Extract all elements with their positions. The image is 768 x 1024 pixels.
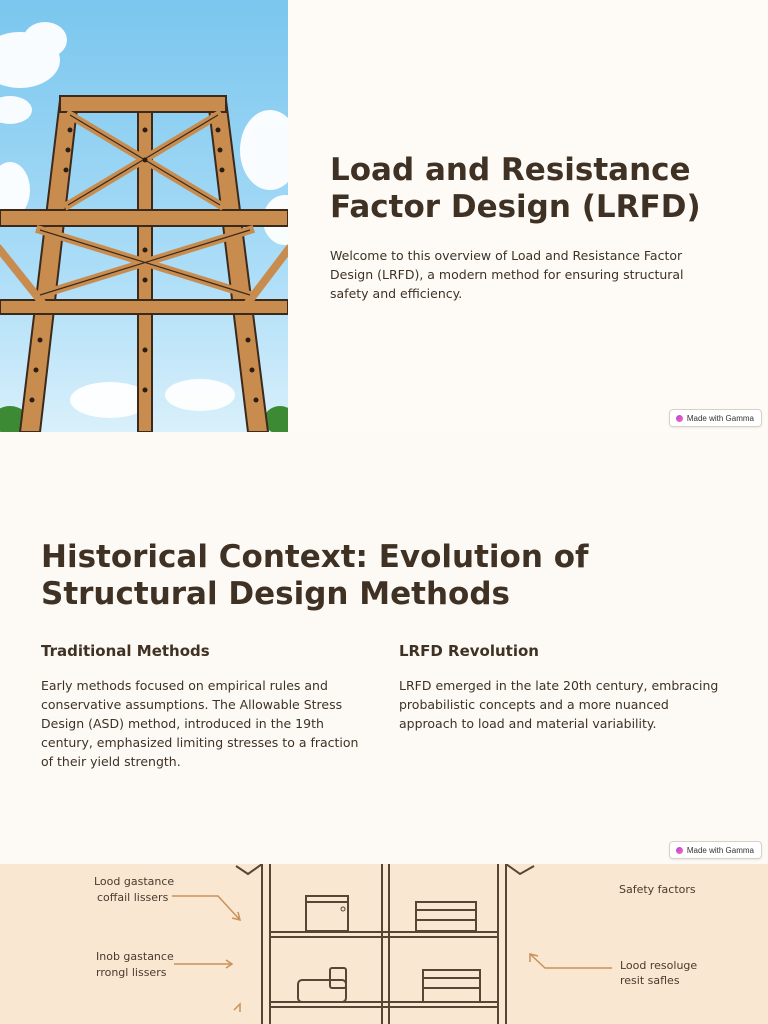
sketch-label: Inob gastance <box>96 950 174 963</box>
slide-title: Load and Resistance Factor Design (LRFD) <box>330 152 701 225</box>
column-text: LRFD emerged in the late 20th century, embracing probabilistic concepts and a more nuanced approach to load and material variability. <box>399 678 719 731</box>
column-heading: LRFD Revolution <box>399 642 539 660</box>
sketch-label: resit safles <box>620 974 680 987</box>
steel-tower-illustration <box>0 0 288 432</box>
sketch-label: coffail lissers <box>97 891 169 904</box>
structure-sketch-slide <box>0 864 768 1024</box>
shelf-structure-sketch <box>0 864 768 1024</box>
sketch-label: Lood gastance <box>94 875 175 888</box>
gamma-logo-icon <box>676 847 683 854</box>
section-title: Historical Context: Evolution of Structural Design Methods <box>41 539 589 612</box>
traditional-methods-column <box>41 642 371 771</box>
sketch-label: rrongl lissers <box>96 966 167 979</box>
gamma-logo-icon <box>676 415 683 422</box>
sketch-label: Safety factors <box>619 883 696 896</box>
intro-text: Welcome to this overview of Load and Resistance Factor Design (LRFD), a modern method for ensuring structural safety and efficiency. <box>330 248 684 301</box>
column-text: Early methods focused on empirical rules and conservative assumptions. The Allowable Stress Design (ASD) method, introduced in the 19th century, emphasized limiting stresses to a fraction of their yield strength. <box>41 678 359 769</box>
lrfd-revolution-column <box>399 642 729 733</box>
sketch-label: Lood resoluge <box>620 959 698 972</box>
badge-label: Made with Gamma <box>686 845 754 855</box>
history-slide <box>0 432 768 864</box>
made-with-gamma-badge[interactable] <box>669 409 762 427</box>
made-with-gamma-badge[interactable] <box>669 841 762 859</box>
title-slide <box>0 0 768 432</box>
column-heading: Traditional Methods <box>41 642 210 660</box>
badge-label: Made with Gamma <box>686 413 754 423</box>
